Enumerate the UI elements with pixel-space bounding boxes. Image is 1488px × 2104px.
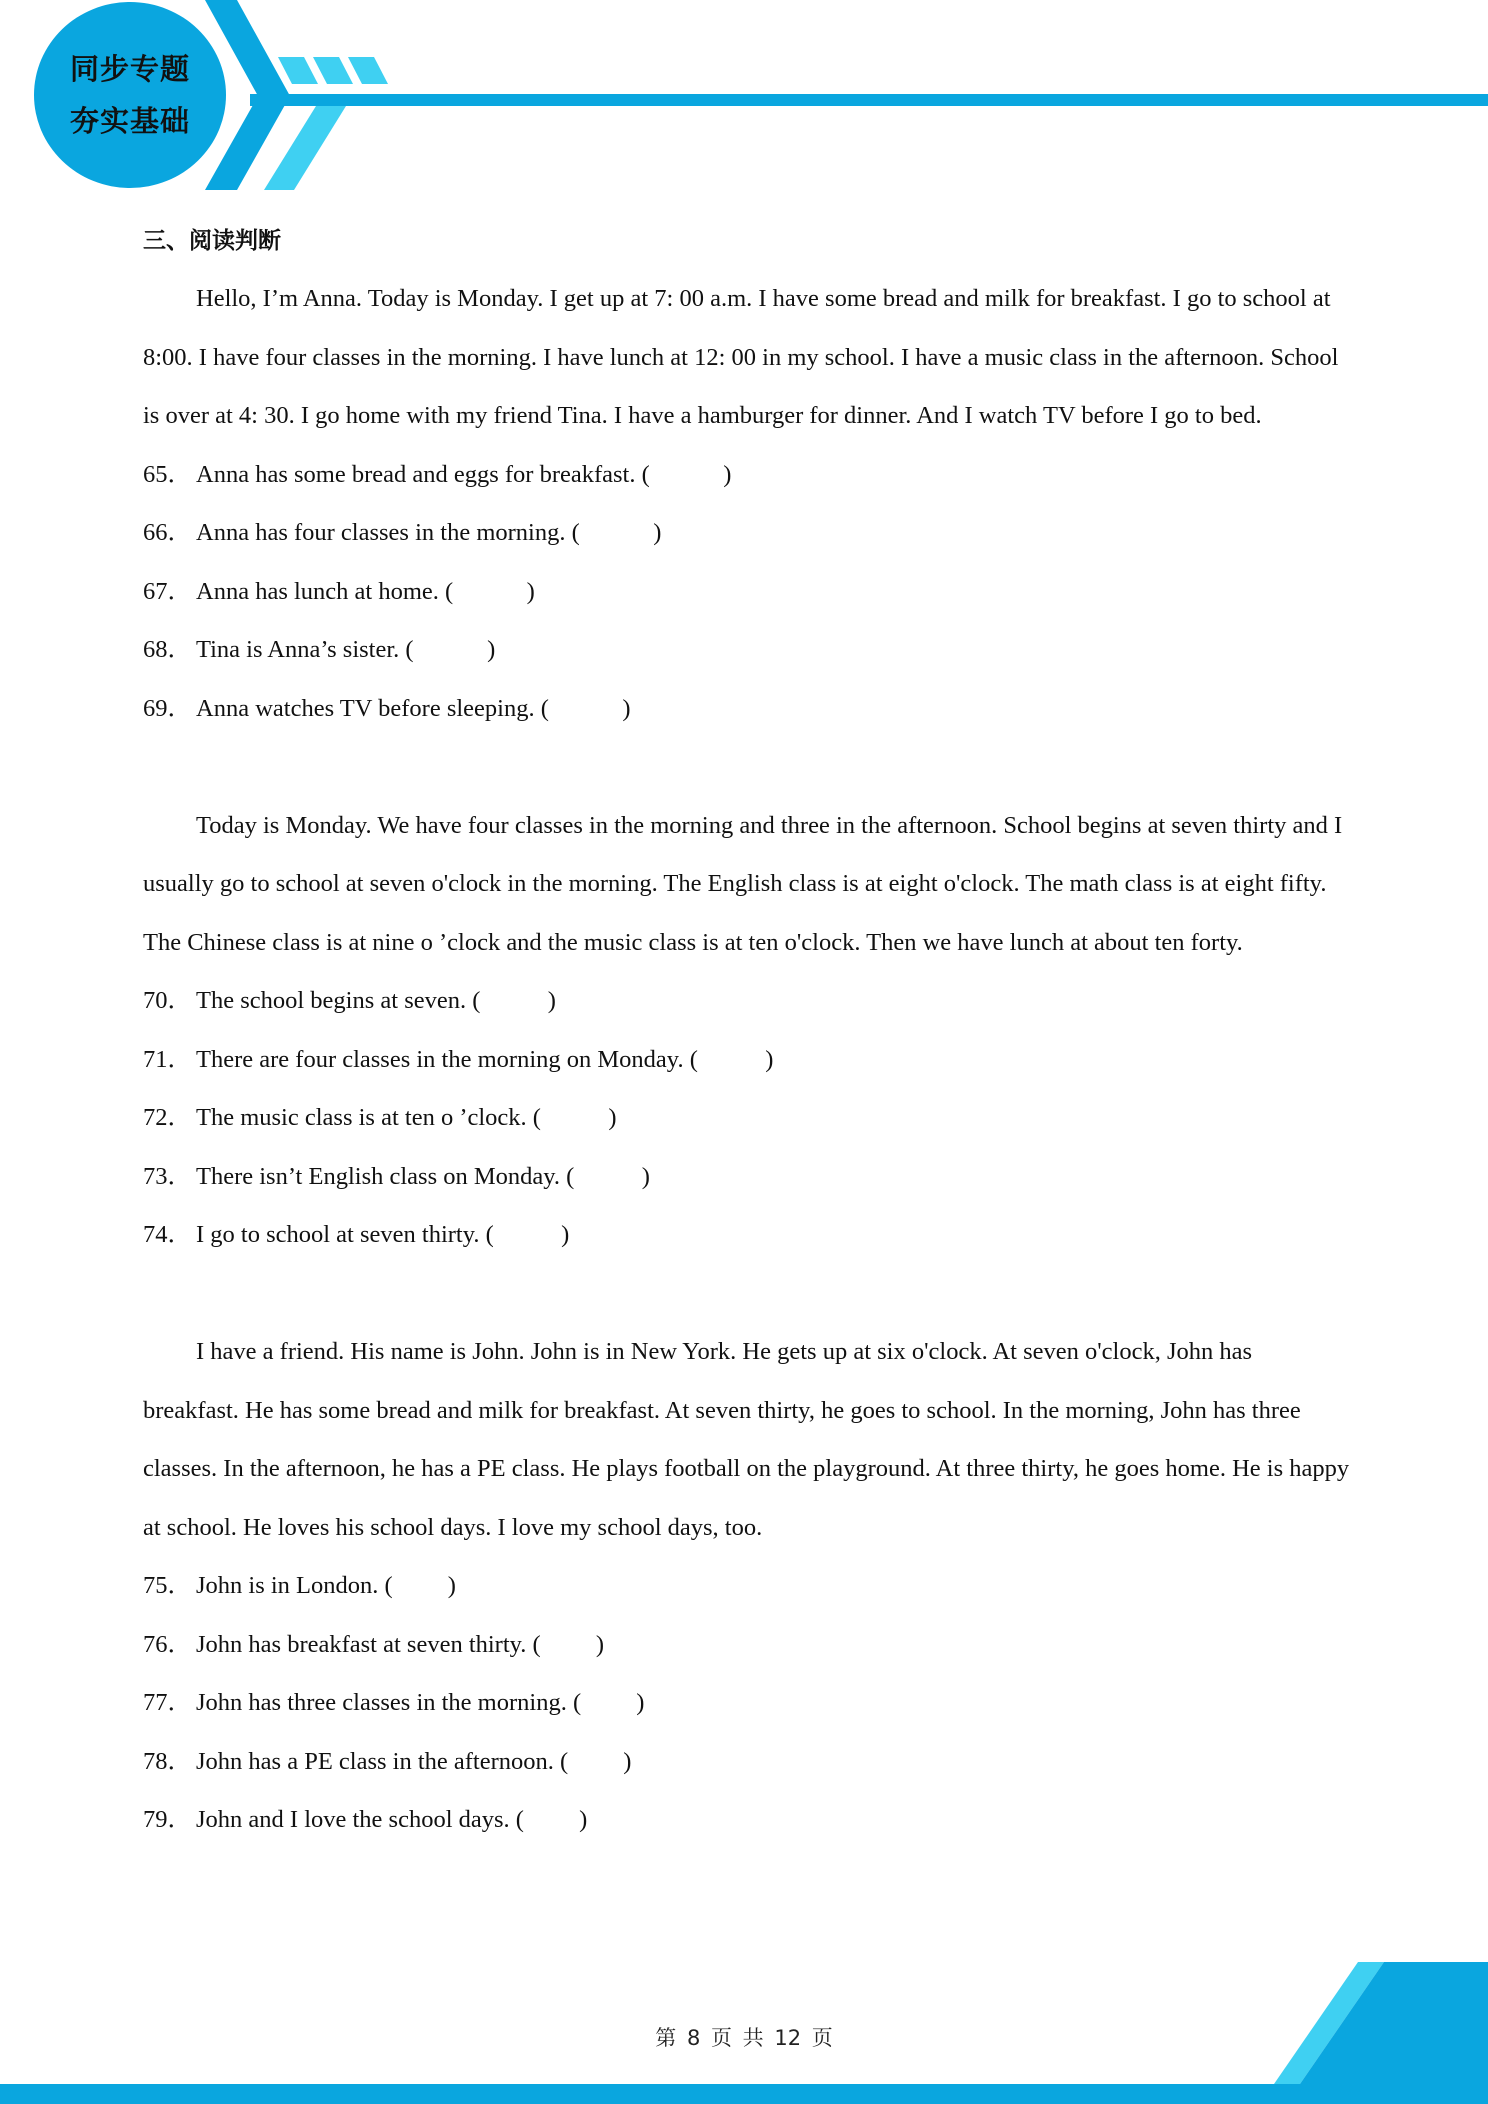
question-text: John and I love the school days. ( ) <box>196 1806 588 1833</box>
passage-2 <box>143 797 1353 973</box>
page-number: 第 8 页 共 12 页 <box>655 2026 833 2050</box>
header-badge <box>34 2 226 188</box>
badge-line-1: 同步专题 <box>69 52 190 86</box>
question-number: 72． <box>143 1104 192 1131</box>
badge-line-2: 夯实基础 <box>69 104 190 138</box>
question-number: 67． <box>143 577 192 605</box>
question-text: Tina is Anna’s sister. ( ) <box>196 636 496 663</box>
question-item <box>143 1791 1353 1850</box>
passage-text: I have a friend. His name is John. John is in New York. He gets up at six o'clock. At seven o'clock, John has breakfast. He has some bread and milk for breakfast. At seven thirty, he goes to school. In the morning, John has three classes. In the afternoon, he has a PE class. He plays football on the playground. At three thirty, he goes home. He is happy at school. He loves his school days. I love my school days, too. <box>143 1338 1350 1541</box>
question-number: 73． <box>143 1162 192 1190</box>
question-number: 78． <box>143 1747 192 1775</box>
question-number: 74． <box>143 1221 192 1248</box>
question-number: 69． <box>143 694 192 722</box>
worksheet-content <box>143 212 1353 1850</box>
question-number: 75． <box>143 1572 192 1599</box>
question-item <box>143 1557 1353 1616</box>
question-item <box>143 446 1353 505</box>
question-item <box>143 680 1353 739</box>
question-number: 70． <box>143 987 192 1014</box>
question-text: The school begins at seven. ( ) <box>196 987 556 1014</box>
question-text: Anna watches TV before sleeping. ( ) <box>196 694 631 722</box>
question-item <box>143 1616 1353 1675</box>
question-text: There isn’t English class on Monday. ( ) <box>196 1162 650 1190</box>
question-number: 76． <box>143 1630 192 1658</box>
question-item <box>143 504 1353 563</box>
section-title: 三、阅读判断 <box>143 228 281 254</box>
footer-stripe <box>0 2084 1488 2104</box>
question-item <box>143 621 1353 680</box>
header-dash-1 <box>278 57 318 84</box>
question-item <box>143 1148 1353 1207</box>
question-number: 66． <box>143 519 192 546</box>
question-text: John has three classes in the morning. ( ) <box>196 1689 645 1716</box>
question-item <box>143 1206 1353 1265</box>
question-number: 68． <box>143 636 192 663</box>
question-item <box>143 1089 1353 1148</box>
question-item <box>143 563 1353 622</box>
header-dash-3 <box>348 57 388 84</box>
question-text: John is in London. ( ) <box>196 1572 456 1599</box>
question-text: John has a PE class in the afternoon. ( ) <box>196 1747 632 1775</box>
question-number: 77． <box>143 1689 192 1716</box>
question-item <box>143 1733 1353 1792</box>
header-dash-2 <box>313 57 353 84</box>
question-text: John has breakfast at seven thirty. ( ) <box>196 1630 604 1658</box>
question-number: 71． <box>143 1045 192 1073</box>
passage-text: Hello, I’m Anna. Today is Monday. I get up at 7: 00 a.m. I have some bread and milk for breakfast. I go to school at 8:00. I have four classes in the morning. I have lunch at 12: 00 in my school. I have a music class in the afternoon. School is over at 4: 30. I go home with my friend Tina. I have a hamburger for dinner. And I watch TV before I go to bed. <box>143 285 1339 429</box>
question-text: The music class is at ten o ’clock. ( ) <box>196 1104 617 1131</box>
question-item <box>143 972 1353 1031</box>
question-number: 65． <box>143 460 192 488</box>
question-number: 79． <box>143 1806 192 1833</box>
question-text: There are four classes in the morning on Monday. ( ) <box>196 1045 774 1073</box>
passage-1 <box>143 270 1353 446</box>
question-text: Anna has some bread and eggs for breakfast. ( ) <box>196 460 732 488</box>
passage-text: Today is Monday. We have four classes in the morning and three in the afternoon. School begins at seven thirty and I usually go to school at seven o'clock in the morning. The English class is at eight o'clock. The math class is at eight fifty. The Chinese class is at nine o ’clock and the music class is at ten o'clock. Then we have lunch at about ten forty. <box>143 811 1343 956</box>
spacer <box>143 1265 1353 1324</box>
question-text: Anna has lunch at home. ( ) <box>196 577 535 605</box>
spacer <box>143 738 1353 797</box>
question-text: Anna has four classes in the morning. ( ) <box>196 519 662 546</box>
question-text: I go to school at seven thirty. ( ) <box>196 1221 570 1248</box>
question-item <box>143 1031 1353 1090</box>
question-item <box>143 1674 1353 1733</box>
passage-3 <box>143 1323 1353 1557</box>
header-stripe <box>250 94 1488 106</box>
